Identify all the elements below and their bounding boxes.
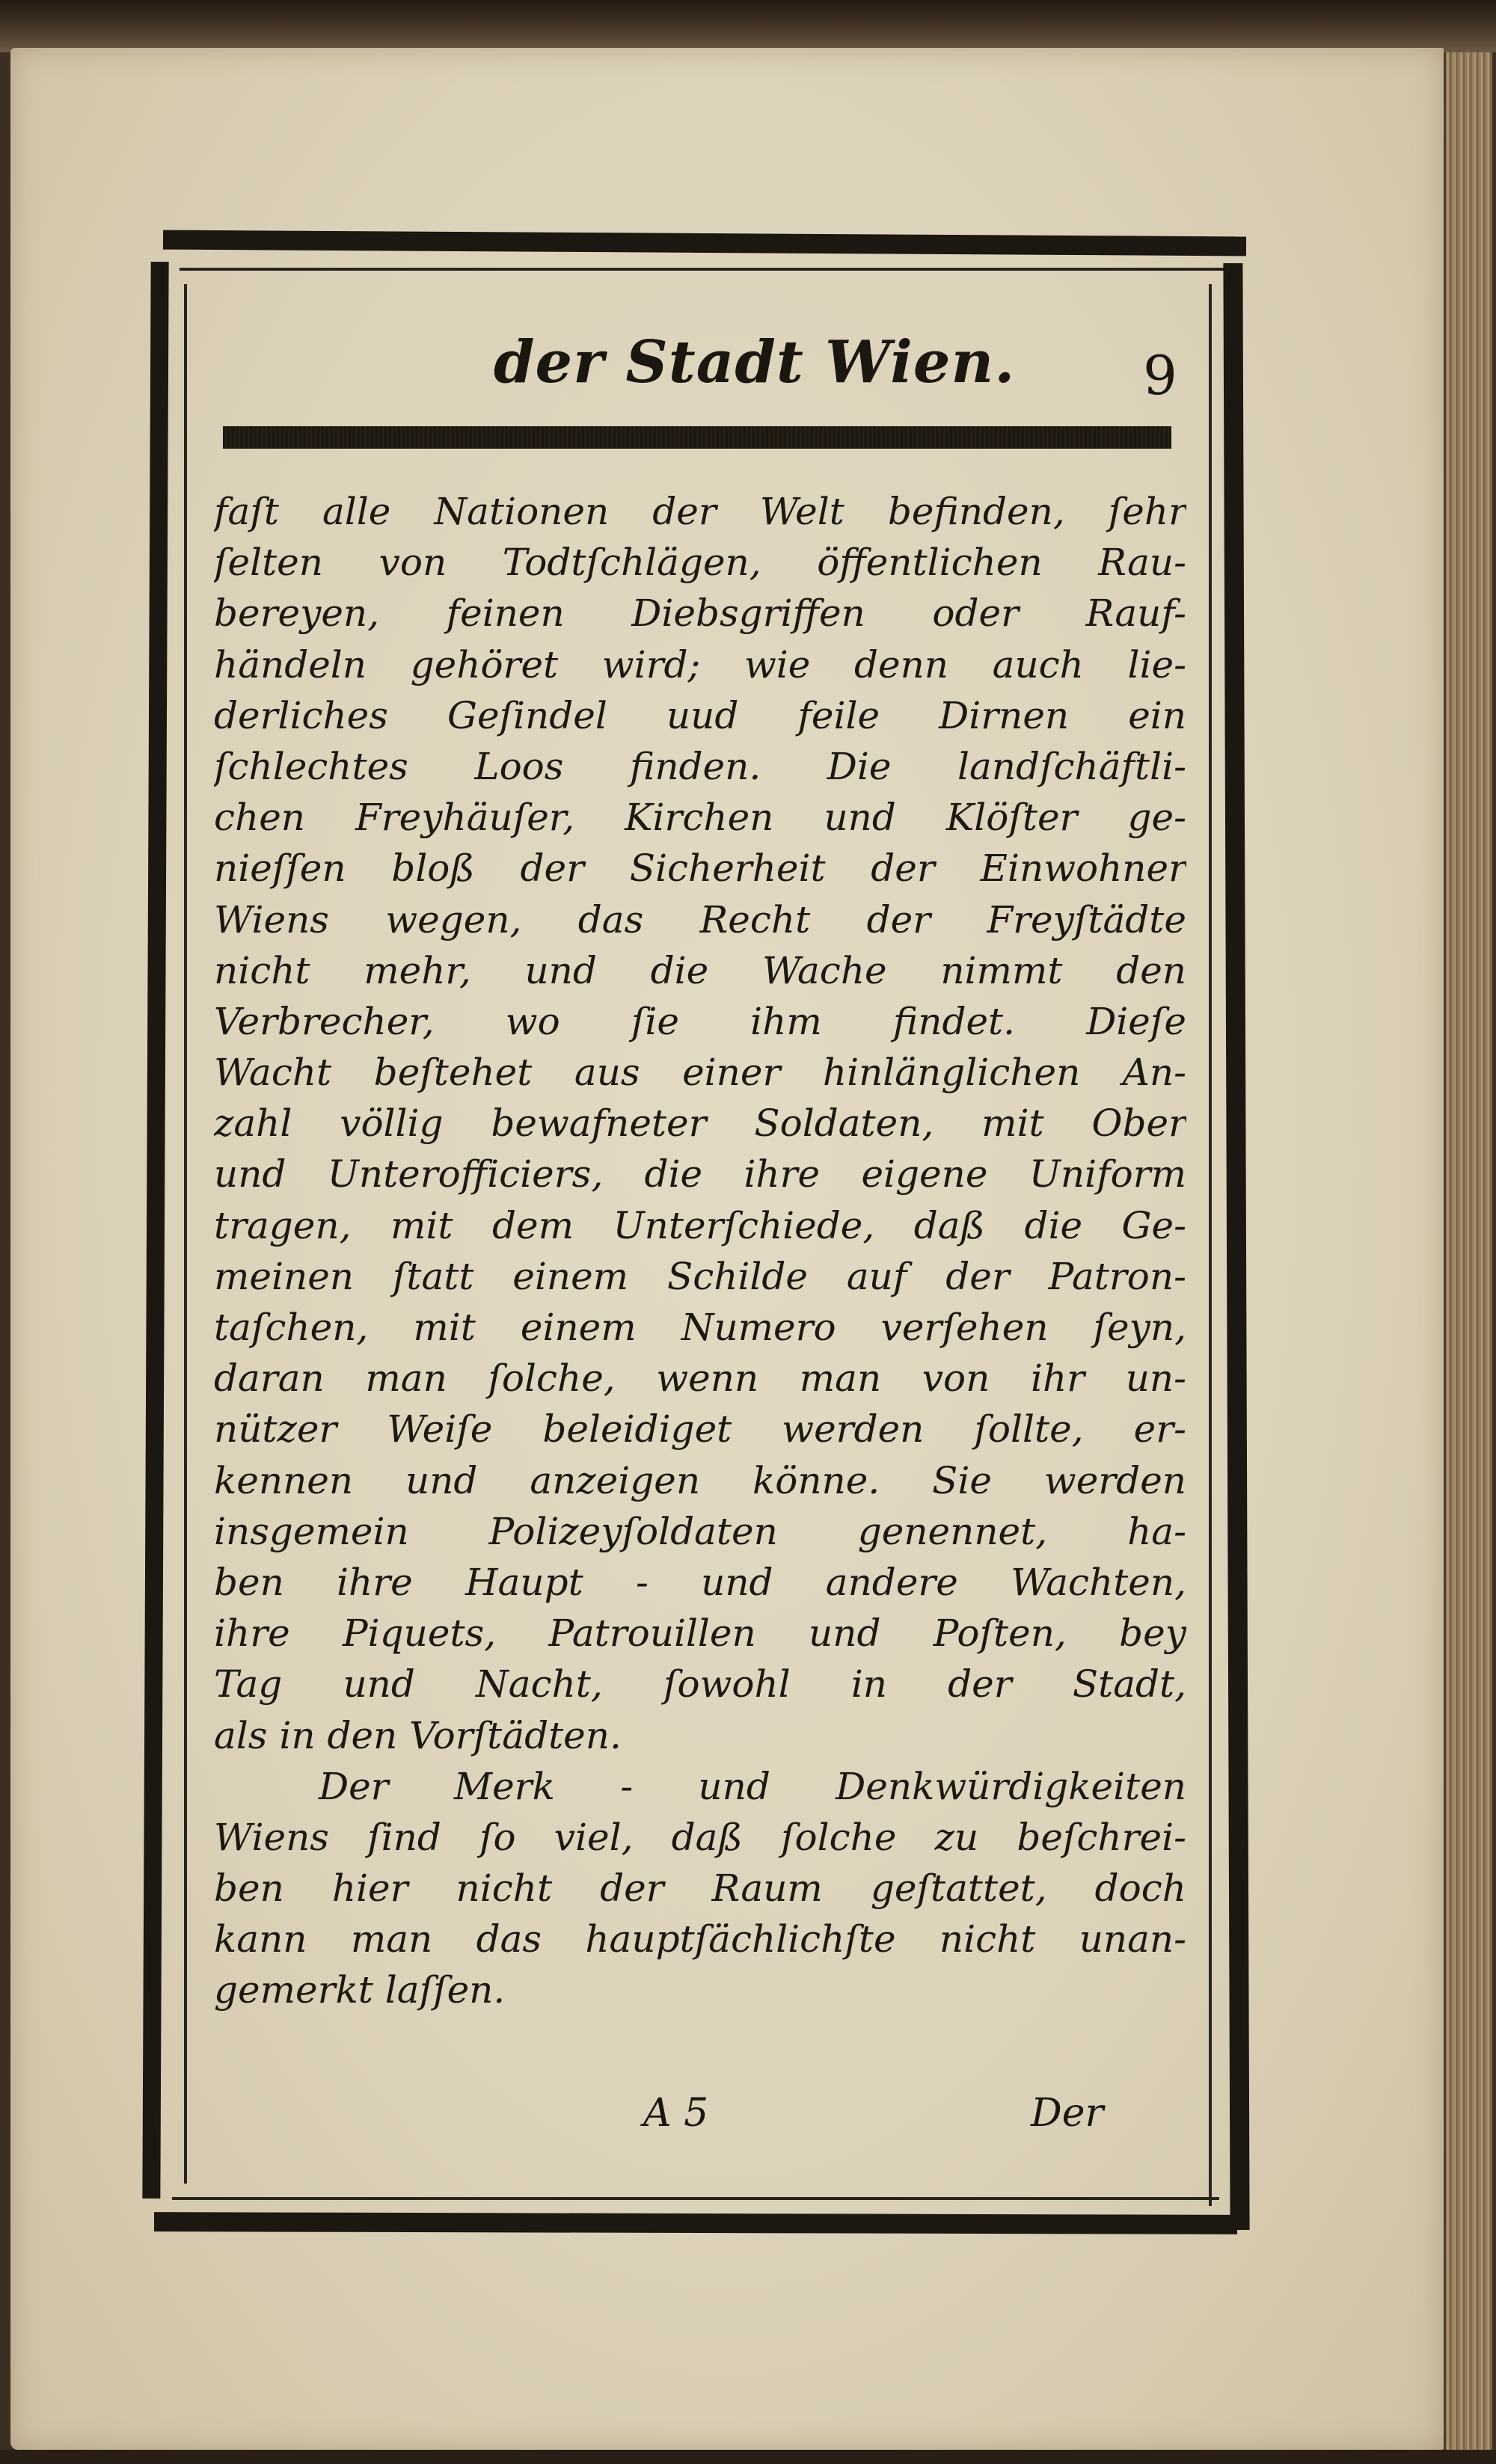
text-line: bereyen, feinen Diebsgriffen oder Rauf- bbox=[214, 592, 1186, 636]
frame-top-inner-line bbox=[180, 268, 1230, 271]
text-line: Der Merk - und Denkwürdigkeiten bbox=[319, 1764, 1186, 1808]
text-line: kann man das hauptſächlichſte nicht unan- bbox=[214, 1917, 1186, 1961]
text-line: Tag und Nacht, ſowohl in der Stadt, bbox=[214, 1662, 1186, 1706]
text-line: daran man ſolche, wenn man von ihr un- bbox=[214, 1357, 1186, 1401]
body-text bbox=[214, 486, 1186, 2016]
text-line: Wiens wegen, das Recht der Freyſtädte bbox=[214, 897, 1186, 941]
catchword: Der bbox=[1031, 2091, 1104, 2136]
text-line: ſchlechtes Loos finden. Die landſchäftli- bbox=[214, 744, 1186, 788]
book-binding-bottom bbox=[0, 2450, 1496, 2464]
frame-right-inner-line bbox=[1209, 284, 1212, 2206]
text-line: taſchen, mit einem Numero verſehen ſeyn, bbox=[214, 1306, 1186, 1349]
frame-left-inner-line bbox=[184, 284, 187, 2184]
text-line: nicht mehr, und die Wache nimmt den bbox=[214, 948, 1186, 992]
text-line: ihre Piquets, Patrouillen und Poſten, bey bbox=[214, 1612, 1186, 1656]
page-number: 9 bbox=[1143, 344, 1177, 407]
text-line: meinen ſtatt einem Schilde auf der Patron- bbox=[214, 1254, 1186, 1298]
frame-bottom-inner-line bbox=[172, 2197, 1219, 2200]
text-line: händeln gehöret wird; wie denn auch lie- bbox=[214, 642, 1186, 686]
text-line: ben ihre Haupt - und andere Wachten, bbox=[214, 1560, 1186, 1604]
page-edges bbox=[1444, 52, 1492, 2451]
text-line: als in den Vorſtädten. bbox=[214, 1713, 622, 1757]
text-line: insgemein Polizeyſoldaten genennet, ha- bbox=[214, 1509, 1186, 1553]
text-line: zahl völlig bewafneter Soldaten, mit Ober bbox=[214, 1102, 1186, 1146]
text-line: gemerkt laſſen. bbox=[214, 1968, 506, 2012]
text-line: Wacht beſtehet aus einer hinlänglichen An- bbox=[214, 1051, 1186, 1095]
text-line: Wiens ſind ſo viel, daß ſolche zu beſchrei- bbox=[214, 1815, 1186, 1859]
text-line: ſelten von Todtſchlägen, öffentlichen Rau- bbox=[214, 541, 1186, 585]
text-line: nieſſen bloß der Sicherheit der Einwohner bbox=[214, 847, 1186, 891]
signature-mark: A 5 bbox=[643, 2091, 709, 2136]
frame-bottom-bar bbox=[154, 2212, 1237, 2234]
book-binding-top bbox=[0, 0, 1496, 52]
text-line: Verbrecher, wo ſie ihm findet. Dieſe bbox=[214, 999, 1186, 1043]
head-rule bbox=[223, 426, 1171, 449]
text-line: nützer Weiſe beleidiget werden ſollte, er- bbox=[214, 1407, 1186, 1451]
text-line: ben hier nicht der Raum geſtattet, doch bbox=[214, 1867, 1186, 1911]
text-line: derliches Geſindel uud feile Dirnen ein bbox=[214, 693, 1186, 737]
text-line: faſt alle Nationen der Welt befinden, ſehr bbox=[214, 490, 1186, 533]
text-line: chen Freyhäuſer, Kirchen und Klöſter ge- bbox=[214, 796, 1186, 840]
text-line: und Unterofficiers, die ihre eigene Uniform bbox=[214, 1152, 1186, 1196]
text-line: tragen, mit dem Unterſchiede, daß die Ge- bbox=[214, 1203, 1186, 1247]
running-head: der Stadt Wien. bbox=[494, 328, 1016, 396]
text-line: kennen und anzeigen könne. Sie werden bbox=[214, 1458, 1186, 1502]
